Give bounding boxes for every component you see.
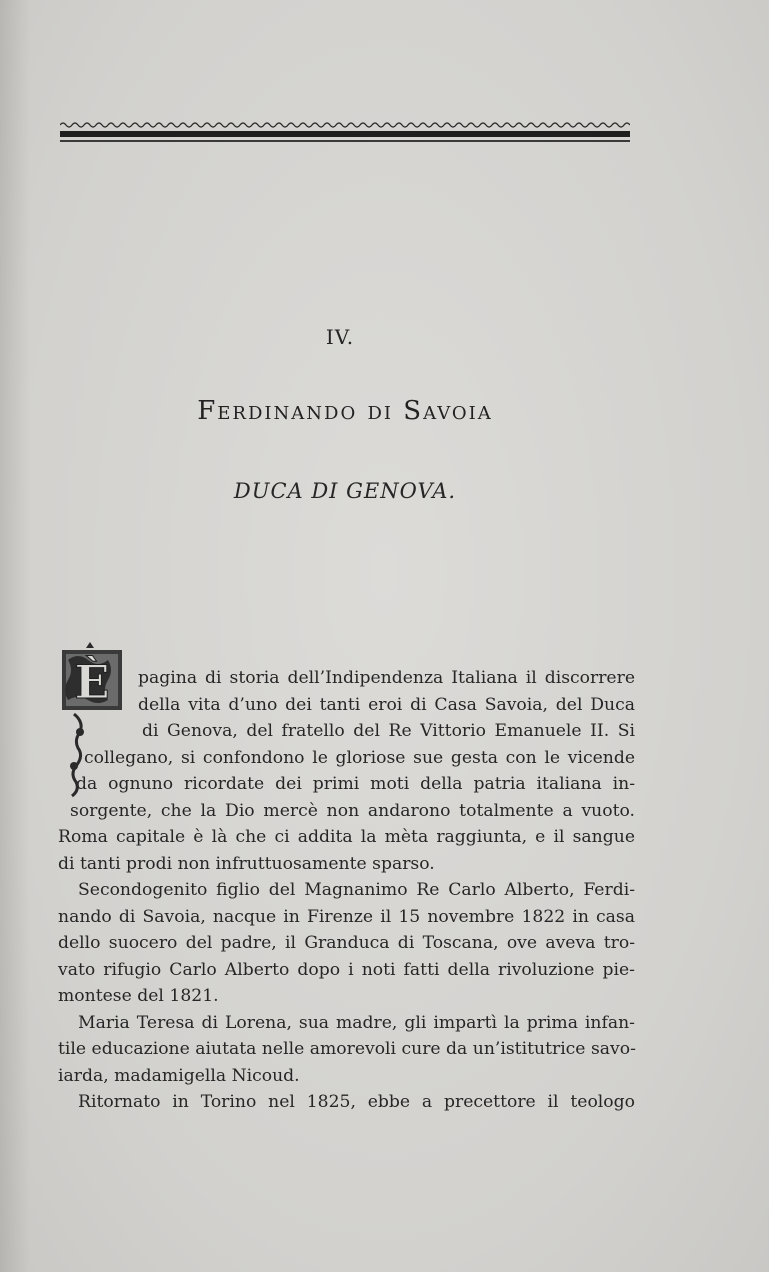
text-line: di tanti prodi non infruttuosamente sparso. bbox=[58, 853, 435, 874]
text-line: tile educazione aiutata nelle amorevoli cure da un’istitutrice savo- bbox=[58, 1039, 636, 1059]
text-line: della vita d’uno dei tanti eroi di Casa Savoia, del Duca bbox=[138, 694, 635, 715]
text-line: pagina di storia dell’Indipendenza Italiana il discorrere bbox=[138, 668, 635, 688]
text-line: Secondogenito figlio del Magnanimo Re Carlo Alberto, Ferdi- bbox=[78, 880, 635, 900]
text-line: montese del 1821. bbox=[58, 986, 219, 1006]
decorative-wavy-rule bbox=[60, 119, 630, 129]
text-line: sorgente, che la Dio mercè non andarono totalmente a vuoto. bbox=[70, 800, 635, 821]
text-line: di Genova, del fratello del Re Vittorio Emanuele II. Si bbox=[142, 721, 635, 741]
body-text bbox=[58, 665, 635, 1116]
text-line: vato rifugio Carlo Alberto dopo i noti fatti della rivoluzione pie- bbox=[58, 959, 635, 980]
text-line: dello suocero del padre, il Granduca di Toscana, ove aveva tro- bbox=[58, 933, 635, 953]
dropcap-letter: È bbox=[74, 655, 110, 709]
chapter-number: IV. bbox=[325, 325, 355, 349]
chapter-subtitle: DUCA DI GENOVA. bbox=[233, 479, 457, 503]
page-edge-shadow bbox=[0, 0, 30, 1272]
header-thick-rule bbox=[60, 131, 630, 137]
text-line: Roma capitale è là che ci addita la mèta raggiunta, e il sangue bbox=[58, 827, 635, 847]
text-line: iarda, madamigella Nicoud. bbox=[58, 1065, 300, 1086]
text-line: da ognuno ricordate dei primi moti della patria italiana in- bbox=[76, 774, 635, 794]
chapter-title: Ferdinando di Savoia bbox=[197, 396, 493, 426]
header-thin-rule bbox=[60, 140, 630, 142]
text-line: Ritornato in Torino nel 1825, ebbe a precettore il teologo bbox=[78, 1092, 635, 1112]
text-line: Maria Teresa di Lorena, sua madre, gli impartì la prima infan- bbox=[78, 1012, 635, 1033]
text-line: nando di Savoia, nacque in Firenze il 15 novembre 1822 in casa bbox=[58, 906, 635, 927]
text-line: collegano, si confondono le gloriose sue gesta con le vicende bbox=[84, 747, 635, 768]
